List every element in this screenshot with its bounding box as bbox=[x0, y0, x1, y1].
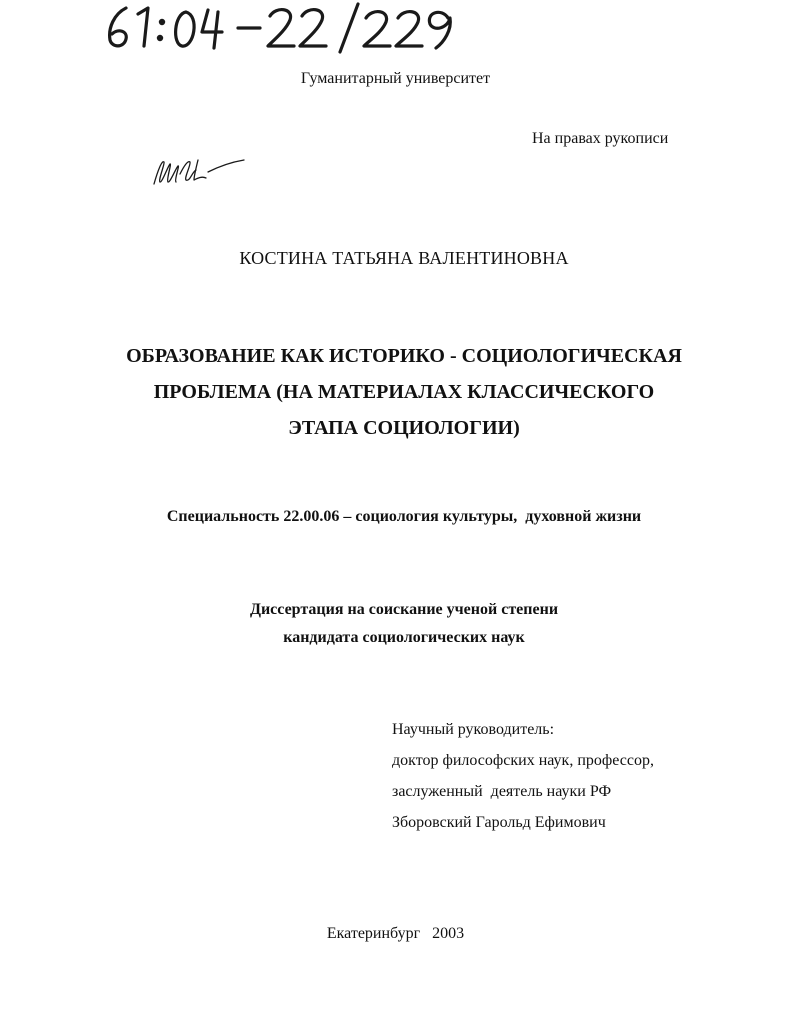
place-and-year bbox=[0, 925, 791, 943]
signature-drawing bbox=[148, 152, 248, 192]
scientific-supervisor-block bbox=[392, 714, 654, 838]
specialty-line: Специальность 22.00.06 – социология культуры, духовной жизни bbox=[166, 508, 642, 525]
supervisor-line: доктор философских наук, профессор, bbox=[392, 752, 654, 769]
city: Екатеринбург bbox=[326, 925, 421, 942]
year: 2003 bbox=[432, 925, 465, 942]
supervisor-line: заслуженный деятель науки РФ bbox=[392, 783, 612, 800]
university-name: Гуманитарный университет bbox=[300, 70, 491, 87]
author-name: КОСТИНА ТАТЬЯНА ВАЛЕНТИНОВНА bbox=[239, 248, 569, 268]
dissertation-title bbox=[0, 338, 791, 446]
author-signature-icon bbox=[148, 152, 248, 192]
manuscript-rights-note: На правах рукописи bbox=[532, 130, 669, 147]
degree-line: Диссертация на соискание ученой степени bbox=[249, 601, 559, 618]
title-line: ОБРАЗОВАНИЕ КАК ИСТОРИКО - СОЦИОЛОГИЧЕСКАЯ bbox=[126, 345, 682, 367]
supervisor-line: Научный руководитель: bbox=[392, 721, 555, 738]
handwritten-catalog-number-drawing bbox=[104, 2, 464, 54]
title-line: ЭТАПА СОЦИОЛОГИИ) bbox=[288, 417, 520, 439]
supervisor-line: Зборовский Гарольд Ефимович bbox=[392, 814, 606, 831]
degree-line: кандидата социологических наук bbox=[283, 629, 525, 646]
degree-statement bbox=[0, 596, 791, 652]
title-line: ПРОБЛЕМА (НА МАТЕРИАЛАХ КЛАССИЧЕСКОГО bbox=[153, 381, 655, 403]
handwritten-catalog-number bbox=[104, 2, 464, 54]
